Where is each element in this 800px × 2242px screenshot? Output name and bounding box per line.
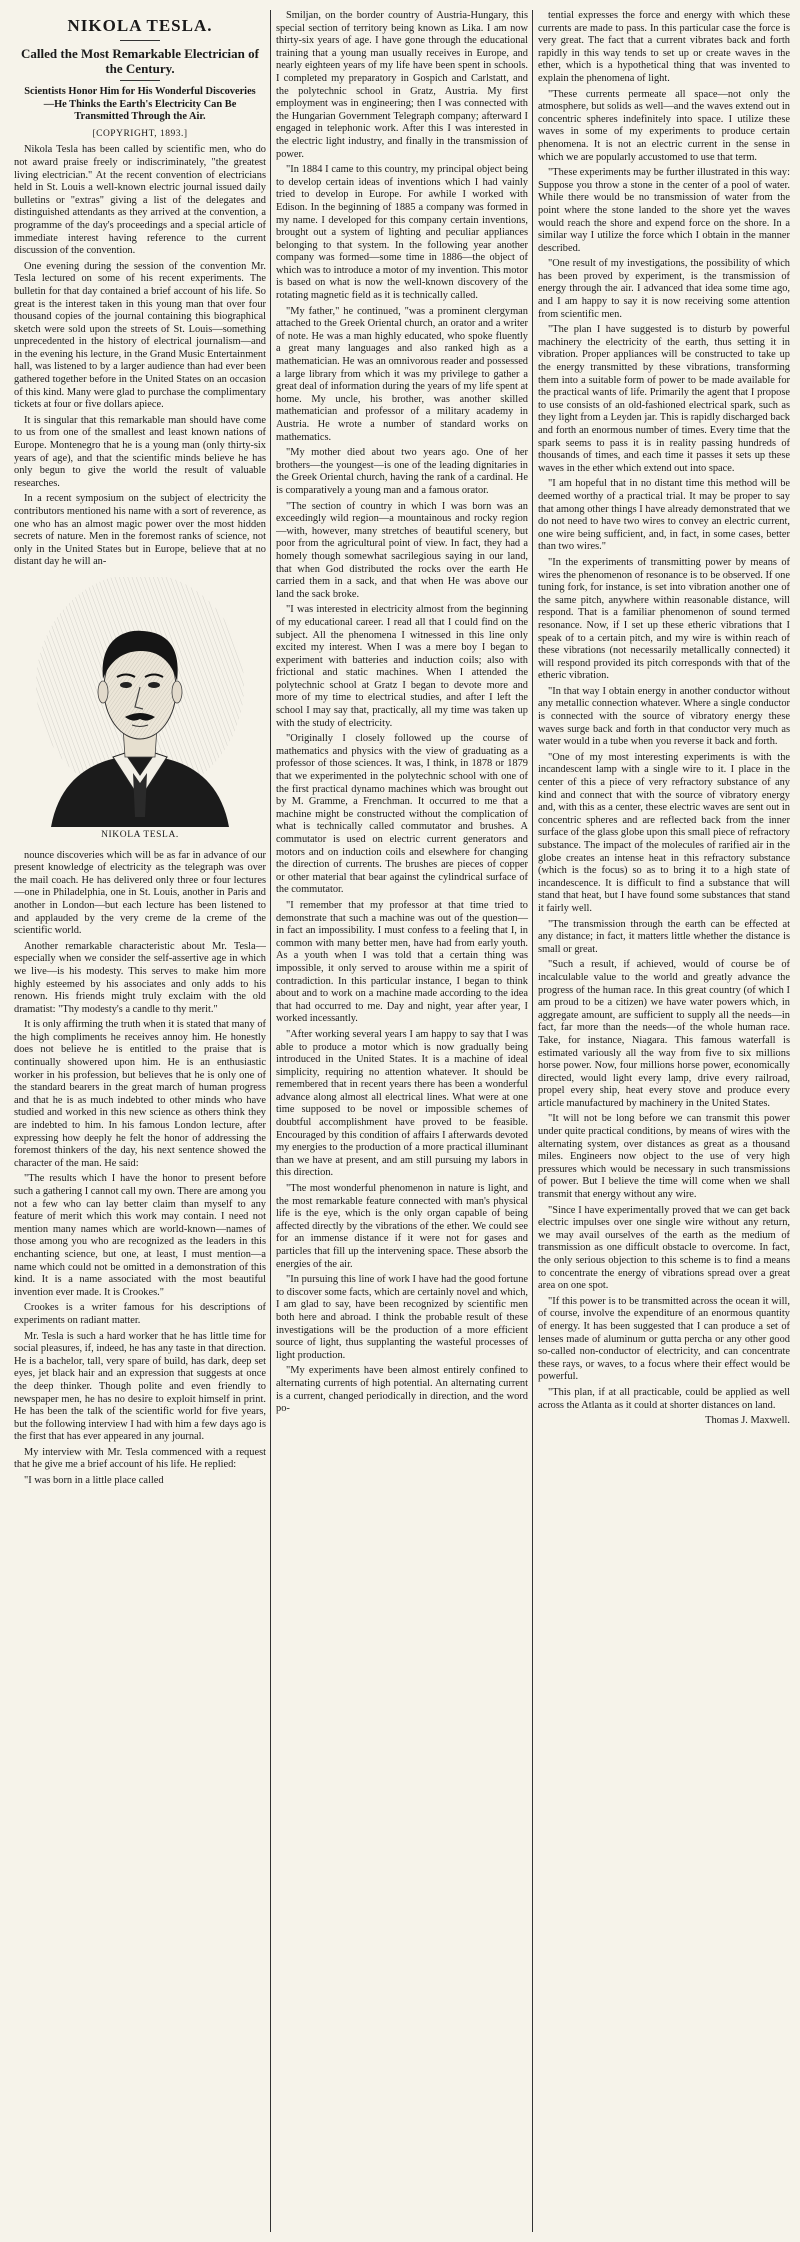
paragraph: "I was interested in electricity almost from the beginning of my educational career. I read all that I could find on the subject. All the phenomena I witnessed in this line only excited my interest. When I was a mere boy I began to experiment with batteries and induction coils; also with frictional and static machines. When I attended the polytechnic school at Gratz I began to devote more and more of my time to electrical studies, and after I left the school I may say that, practically, all my time was taken up with the study of electricity. bbox=[276, 604, 528, 729]
paragraph: "The transmission through the earth can be effected at any distance; in fact, it matters little whether the distance is small or great. bbox=[538, 918, 790, 955]
column-rule bbox=[270, 10, 271, 2232]
paragraph: "In that way I obtain energy in another conductor without any metallic connection whatever. Where a single conductor is connected with the source of vibratory energy these waves surge back and forth in that conductor very much as water would in a tube when you reverse it back and forth. bbox=[538, 685, 790, 748]
paragraph: Another remarkable characteristic about Mr. Tesla—especially when we consider the self-assertive age in which we live—is his modesty. This serves to make him more highly esteemed by his associates and only adds to his renown. His friends might truly exclaim with the old dramatist: "Thy modesty's a candle to thy merit." bbox=[14, 940, 266, 1015]
paragraph: "It will not be long before we can transmit this power under quite practical conditions, by means of wires with the alternating system, over distances as great as a thousand miles. Engineers now object to the use of very high pressures which would be necessary in such transmissions of power. But I believe the time will come when we shall transmit that energy without any wire. bbox=[538, 1113, 790, 1201]
portrait-caption: NIKOLA TESLA. bbox=[101, 829, 179, 840]
divider bbox=[120, 80, 160, 81]
column-1 bbox=[14, 10, 266, 2232]
paragraph: In a recent symposium on the subject of electricity the contributors mentioned his name with a sort of reverence, as one who has an almost magic power over the most hidden secrets of nature. Men in the foremost ranks of science, not only in the United States but in Europe, believe that at no distant day he will an- bbox=[14, 493, 266, 568]
paragraph: "Since I have experimentally proved that we can get back electric impulses over one single wire without any return, we may avail ourselves of the earth as the medium of transmission as one difficult obstacle to overcome. In fact, the only serious objection to this scheme is to find a means to concentrate the energy of vibrations spread over a great area on one spot. bbox=[538, 1204, 790, 1292]
paragraph: nounce discoveries which will be as far in advance of our present knowledge of electricity as the telegraph was over the mail coach. He has delivered only three or four lectures—one in Philadelphia, one in St. Louis, another in Paris and another in London—but each lecture has been listened to and applauded by the very creme de la creme of the scientific world. bbox=[14, 849, 266, 937]
paragraph: "One result of my investigations, the possibility of which has been proved by experiment, is the transmission of energy through the air. I advanced that idea some time ago, and I am happy to say it is now receiving some attention from scientific men. bbox=[538, 258, 790, 320]
paragraph: "These experiments may be further illustrated in this way: Suppose you throw a stone in the center of a pool of water. While there would be no transmission of water from the point where the stone landed to the shore yet the waves would reach the shore and expend force on the shore. In a similar way I utilize the force which I obtain in the manner described. bbox=[538, 167, 790, 254]
paragraph: "In pursuing this line of work I have had the good fortune to discover some facts, which are certainly novel and which, I am glad to say, have been recognized by scientific men both here and abroad. I think the probable result of these investigations will be the production of a more efficient source of light, thus supplanting the wasteful processes of light production. bbox=[276, 1274, 528, 1361]
article-body bbox=[276, 10, 528, 1416]
paragraph: "In the experiments of transmitting power by means of wires the phenomenon of resonance is to be observed. If one tuning fork, for instance, is set into vibration another one of the same pitch, anywhere within reasonable distance, will respond. That is a familiar phenomenon of sound termed resonance. Now, if I set up these etheric vibrations that I speak of to a certain pitch, and my wire is within reach of these vibrations (not necessarily metallically connected) it will respond provided its pitch corresponds with that of the etheric vibration. bbox=[538, 556, 790, 682]
copyright-line: [COPYRIGHT, 1893.] bbox=[92, 128, 188, 139]
portrait-engraving bbox=[21, 577, 259, 827]
headline: NIKOLA TESLA. bbox=[67, 16, 213, 35]
paragraph: "Originally I closely followed up the course of mathematics and physics with the view of graduating as a professor of those sciences. It was, I think, in 1878 or 1879 that we experimented in the polytechnic school with one of the first practical dynamo machines which was brought out by M. Gramme, a Frenchman. It occurred to me that a machine might be constructed without the complication of what is technically called commutator and brushes. A commutator is used on electric current generators and motors and on induction coils and elsewhere for changing the direction of currents. The brushes are pieces of copper or other material that bear against the cylindrical surface of the commutator. bbox=[276, 733, 528, 896]
author-signature: Thomas J. Maxwell. bbox=[705, 1415, 790, 1427]
paragraph: "Such a result, if achieved, would of course be of incalculable value to the world and greatly advance the progress of the human race. In this great country (of which I am proud to be a citizen) we have water powers which, in aggregate amount, are sufficient to supply all the needs—in fact, far more than the needs—of the whole human race. Take, for instance, Niagara. This famous waterfall is estimated variously all the way from five to six millions horse power. Now, four millions horse power, economically directed, would light every lamp, drive every railroad, propel every ship, heat every stove and produce every article manufactured by machinery in the United States. bbox=[538, 959, 790, 1109]
paragraph: Nikola Tesla has been called by scientific men, who do not award praise freely or indiscriminately, "the greatest living electrician." At the recent convention of electricians held in St. Louis a well-known electric journal issued daily bulletins or "extras" giving a list of the delegates and distinguished attendants as they arrived at the convention, a programme of the day's proceedings and a special article of immediate interest having reference to the current discussion of the convention. bbox=[14, 144, 266, 257]
paragraph: My interview with Mr. Tesla commenced with a request that he give me a brief account of his life. He replied: bbox=[14, 1446, 266, 1471]
column-2 bbox=[276, 10, 528, 2232]
paragraph: "The most wonderful phenomenon in nature is light, and the most remarkable feature connected with man's physical life is the eye, which is the only organ capable of being affected directly by the vibrations of the ether. We could see for an immense distance if it were not for gases and particles that fill up the intervening space. These absorb the energies of the air. bbox=[276, 1183, 528, 1270]
article-body-continued bbox=[14, 850, 266, 1488]
paragraph: It is singular that this remarkable man should have come to us from one of the smallest and least known nations of Europe. Montenegro that he is a young man (only thirty-six years of age), and that the scientific minds believe he has only begun to give the world the result of valuable researches. bbox=[14, 414, 266, 489]
paragraph: "This plan, if at all practicable, could be applied as well across the Atlanta as it could at shorter distances on land. bbox=[538, 1386, 790, 1411]
paragraph: "If this power is to be transmitted across the ocean it will, of course, involve the expenditure of an enormous quantity of energy. It has been suggested that I can produce a set of lenses made of aluminum or gutta percha or any other good so-called non-conductor of electricity, and can concentrate these rays, or waves, to a focus where their effect would be powerful. bbox=[538, 1295, 790, 1383]
column-3 bbox=[538, 10, 790, 2232]
paragraph: tential expresses the force and energy with which these currents are made to pass. In this particular case the force is very great. The fact that a current vibrates back and forth rapidly in this way tends to set up or create waves in the ether, which is a hypothetical thing that was invented to explain the phenomena of light. bbox=[538, 10, 790, 84]
paragraph: It is only affirming the truth when it is stated that many of the high compliments he receives annoy him. He honestly does not believe he is entitled to the praise that is continually showered upon him. He is an enthusiastic worker in his profession, but believes that he is only one of the standard bearers in the great march of human progress and that he is as much indebted to other minds who have studied and worked in this new science as others think they are indebted to him. In his famous London lecture, after expressing how deeply he felt the honor of addressing the foremost thinkers of the day, his next sentence showed the character of the man. He said: bbox=[14, 1019, 266, 1169]
column-rule bbox=[532, 10, 533, 2232]
paragraph: Crookes is a writer famous for his descriptions of experiments on radiant matter. bbox=[14, 1302, 266, 1326]
paragraph: "I was born in a little place called bbox=[24, 1475, 164, 1487]
paragraph: "These currents permeate all space—not only the atmosphere, but solids as well—and the waves extend out in concentric spheres indefinitely into space. I utilize these waves in some of my experiments to produce certain phenomena. It is not an electric current in the sense in which we are popularly accustomed to use that term. bbox=[538, 88, 790, 163]
divider bbox=[120, 40, 160, 41]
paragraph: One evening during the session of the convention Mr. Tesla lectured on some of his recent experiments. The bulletin for that day contained a brief account of his life. So great is the interest taken in this young man that over four thousand copies of the journal containing this biographical sketch were sold upon the streets of St. Louis—something unprecedented in the history of electrical journalism—and in the evening his lecture, in the Grand Music Entertainment hall, was listened to by a larger audience than had ever been gathered together before in the United States on an occasion of this kind. Many were glad to purchase the complimentary tickets at four or five dollars apiece. bbox=[14, 260, 266, 411]
paragraph: "My experiments have been almost entirely confined to alternating currents of high potential. An alternating current is a current, changed periodically in direction, and the word po- bbox=[276, 1365, 528, 1415]
paragraph: "The plan I have suggested is to disturb by powerful machinery the electricity of the earth, thus setting it in vibration. Proper appliances will be constructed to take up the energy transmitted by these vibrations, transforming them into a suitable form of power to be made available for the practical wants of life. Primarily the agent that I propose to use consists of an old-fashioned electrical spark, such as they light from a Leyden jar. This is rapidly discharged back and forth an enormous number of times. Every time that the spark seems to pass it is in reality passing hundreds of thousands of times, and each time it passes it sets up these waves in the ether which extend out into space. bbox=[538, 324, 790, 474]
deck: Scientists Honor Him for His Wonderful Discoveries—He Thinks the Earth's Electricity Can Be Transmitted Through the Air. bbox=[24, 86, 256, 123]
paragraph: "My father," he continued, "was a prominent clergyman attached to the Greek Oriental church, an orator and a writer of note. He was a man highly educated, who spoke fluently a great many languages and also ranked high as a mathematician. He was an omnivorous reader and possessed a large library from which it was my privilege to gather a great deal of information during the years of my life spent at home. My uncle, his brother, was another skilled mathematician and professor of a military academy in Austria. He wrote a number of standard works on mathematics. bbox=[276, 305, 528, 443]
paragraph: "In 1884 I came to this country, my principal object being to develop certain ideas of inventions which I had vainly tried to develop in Europe. For awhile I worked with Edison. In the beginning of 1885 a company was formed in my name. I developed for this company certain inventions, brought out a system of lighting and peculiar appliances belonging to that system. In the following year another company was formed—some time in 1886—the object of which was to introduce a motor of my invention. This motor is based on what is now the well-known discovery of the rotating magnetic field as it is technically called. bbox=[276, 164, 528, 302]
article-body bbox=[538, 10, 790, 1412]
subheadline: Called the Most Remarkable Electrician of the Century. bbox=[21, 46, 259, 76]
paragraph: "The section of country in which I was born was an exceedingly wild region—a mountainous and rocky region—with, however, many stretches of beautiful scenery, but poor from the agricultural point of view. In fact, they had a homely though somewhat sacrilegious saying in our land, that when God distributed the rocks over the earth He carried them in a sack, and that when He was above our land the sack broke. bbox=[276, 500, 528, 600]
paragraph: "I remember that my professor at that time tried to demonstrate that such a machine was out of the question—in fact an impossibility. I must confess to a feeling that I, in common with many better men, have had from early youth. As a youth when I was told that a certain thing was impossible, it only served to arouse within me a spirit of contradiction. In this particular instance, I began to think about and to work on a machine made according to the idea that had occurred to me. Day and night, year after year, I worked incessantly. bbox=[276, 899, 528, 1025]
paragraph: "My mother died about two years ago. One of her brothers—the youngest—is one of the leading dignitaries in the Greek Oriental church, having the rank of a cardinal. He is comparatively a young man and a famous orator. bbox=[276, 447, 528, 496]
portrait-image bbox=[21, 577, 259, 827]
article-body-top bbox=[14, 144, 266, 569]
paragraph: "After working several years I am happy to say that I was able to produce a motor which is now gradually being introduced in the United States. It is a machine of ideal simplicity, requiring no attention whatever. It should be remembered that in recent years there has been a wonderful advance along almost all electrical lines. What were at one time supposed to be novel or impossible schemes of doubtful accomplishment have proved to be feasible. Encouraged by this condition of affairs I afterwards devoted my energies to the production of a more practical illuminant than we have at present, and am still pursuing my labors in this direction. bbox=[276, 1028, 528, 1179]
paragraph: "The results which I have the honor to present before such a gathering I cannot call my own. There are among you not a few who can lay better claim than myself to any feature of merit which this work may contain. I need not mention many names which are world-known—names of those among you who are recognized as the leaders in this enchanting science, but one, at least, I must mention—a name which could not be omitted in a demonstration of this kind. It is a name associated with the most beautiful invention ever made. It is Crookes." bbox=[14, 1173, 266, 1298]
paragraph: "One of my most interesting experiments is with the incandescent lamp with a single wire to it. I place in the center of this a piece of very refractory substance of any kind and connect that with the source of vibratory energy and, with this as a center, these electric waves are sent out in concentric spheres and are reflected back from the inner surface of the glass globe upon this small piece of refractory substance. The impact of the molecules of rarified air in the globe creates an intense heat in this refractory substance (which is the focus) so as to bring it to a high state of incandescence. It is difficult to find a substance that will stand that heat, but I have found some substances that stand it fairly well. bbox=[538, 751, 790, 914]
paragraph: Mr. Tesla is such a hard worker that he has little time for social pleasures, if, indeed, he has any taste in that direction. He is a bachelor, tall, very spare of build, has dark, deep set eyes, jet black hair and an expression that suggests at once the deep thinker. Though polite and even friendly to newspaper men, he has no desire to exploit himself in print. He has been the talk of the scientific world for five years, but the following interview I had with him a few days ago is the first that has ever appeared in any journal. bbox=[14, 1330, 266, 1443]
paragraph: Smiljan, on the border country of Austria-Hungary, this special section of territory being known as Lika. I am now thirty-six years of age. I have gone through the educational training that a young man usually receives in Europe, and nearly eighteen years of my life have been spent in schools. I completed my preparatory in Gospich and Carlstatt, and the polytechnic school in Gratz, Austria. My first employment was in engineering; then I was connected with the Hungarian Government Telegraph company; afterward I engaged in telephonic work. After this I was interested in the electric light industry, and finally in the transmission of power. bbox=[276, 10, 528, 160]
paragraph: "I am hopeful that in no distant time this method will be deemed worthy of a practical trial. It may be proper to say that among other things I have already demonstrated that we do not need to have two wires to convey an electric current, one wire being sufficient, and, in fact, in some cases, better than two wires." bbox=[538, 478, 790, 553]
